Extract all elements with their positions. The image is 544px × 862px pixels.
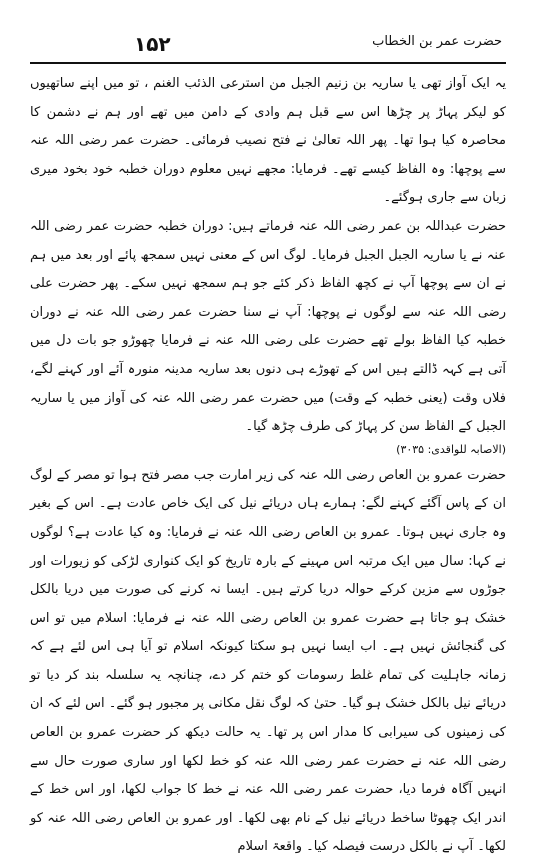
page-header [30, 30, 506, 58]
citation: (الاصابہ للواقدی: ۳۰۳۵) [396, 442, 506, 456]
paragraph-2: حضرت عبداللہ بن عمر رضی اللہ عنہ فرماتے ہیں: دوران خطبہ حضرت عمر رضی اللہ عنہ نے یا ساریہ الجبل الجبل فرمایا۔ لوگ اس کے معنی نہیں سمجھ پائے اور بعد میں ہم نے ان سے پوچھا آپ نے کچھ الفاظ ذکر کئے جو ہم سمجھ نہیں سکے۔ پھر حضرت علی رضی اللہ عنہ سے لوگوں نے پوچھا: آپ نے سنا حضرت عمر رضی اللہ عنہ نے دوران خطبہ کیا الفاظ بولے تھے حضرت علی رضی اللہ عنہ نے فرمایا چھوڑو جو بات دل میں آتی ہے کہہ ڈالتے ہیں اس کے تھوڑے ہی دنوں بعد ساریہ مدینہ منورہ آئے اور کہنے لگے، فلاں وقت (یعنی خطبہ کے وقت) میں حضرت عمر رضی اللہ عنہ کی آواز میں یا ساریہ الجبل کے الفاظ سن کر پہاڑ کی طرف چڑھ گیا۔ [30, 218, 506, 435]
page-number: ۱۵۲ [134, 32, 171, 56]
running-title: حضرت عمر بن الخطاب [372, 34, 502, 49]
paragraph-1: یہ ایک آواز تھی یا ساریہ بن زنیم الجبل من استرعی الذئب الغنم ، تو میں اپنے ساتھیوں کو لیکر پہاڑ پر چڑھا اس سے قبل ہم وادی کے دامن میں تھے اور ہم نے دشمن کا محاصرہ کیا ہوا تھا۔ پھر اللہ تعالیٰ نے فتح نصیب فرمائی۔ حضرت عمر رضی اللہ عنہ سے پوچھا: وہ الفاظ کیسے تھے۔ فرمایا: مجھے نہیں معلوم دوران خطبہ خود بخود میری زبان سے جاری ہوگئے۔ [30, 76, 506, 206]
header-rule [30, 62, 506, 64]
paragraph-3: حضرت عمرو بن العاص رضی اللہ عنہ کی زیر امارت جب مصر فتح ہوا تو مصر کے لوگ ان کے پاس آگئے کہنے لگے: ہمارے ہاں دریائے نیل کی ایک خاص عادت ہے۔ اس کے بغیر وہ جاری نہیں ہوتا۔ عمرو بن العاص رضی اللہ عنہ نے فرمایا: وہ کیا عادت ہے؟ لوگوں نے کہا: سال میں ایک مرتبہ اس مہینے کے بارہ تاریخ کو ایک کنواری لڑکی کو زیورات اور جوڑوں سے مزین کرکے حوالہ دریا کرتے ہیں۔ ایسا نہ کرنے کی صورت میں دریا بالکل خشک ہو جاتا ہے حضرت عمرو بن العاص رضی اللہ عنہ نے فرمایا: اسلام میں تو اس کی گنجائش نہیں ہے۔ اب ایسا نہیں ہو سکتا کیونکہ اسلام تو آیا ہی اس لئے ہے کہ زمانہ جاہلیت کی تمام غلط رسومات کو ختم کر دے، چنانچہ یہ سلسلہ بند کر دیا تو دریائے نیل بالکل خشک ہو گیا۔ حتیٰ کہ لوگ نقل مکانی پر مجبور ہو گئے۔ اس لئے کہ ان کی زمینوں کی سیرابی کا مدار اس پر تھا۔ یہ حالت دیکھ کر حضرت عمرو بن العاص رضی اللہ عنہ نے حضرت عمر رضی اللہ عنہ کو خط لکھا اور ساری صورت حال سے انہیں آگاہ فرما دیا، حضرت عمر رضی اللہ عنہ نے خط کا جواب لکھا، اور اس خط کے اندر ایک چھوٹا ساخط دریائے نیل کے نام بھی لکھا۔ اور عمرو بن العاص رضی اللہ عنہ کو لکھا۔ آپ نے بالکل درست فیصلہ کیا۔ واقعۃ اسلام [30, 467, 507, 855]
body-text [30, 70, 506, 862]
